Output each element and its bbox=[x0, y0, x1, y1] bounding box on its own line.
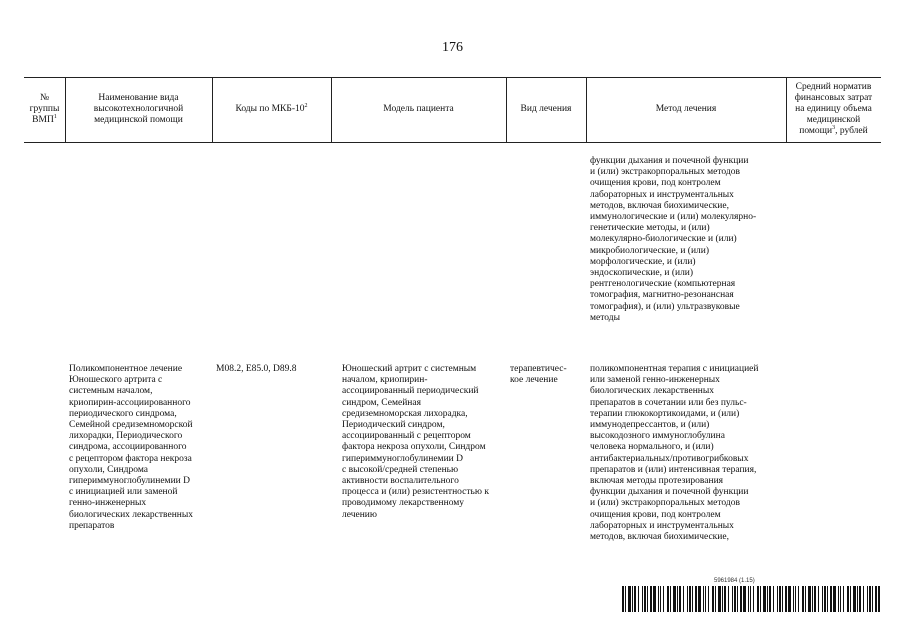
row-treatment-method: поликомпонентная терапия с инициацией или заменой генно-инженерных биологических лекарственных препаратов в сочетании или без пульс- терапии глюкокортикоидами, и (или) иммунодепрессантов, и (или) высокодозного иммуноглобулина человека нормального, и (или) антибактериальных/противогрибковых препаратов и (или) интенсивная терапия, включая методы протезирования функции дыхания и почечной функции и (или) экстракорпоральных методов очищения крови, под контролем лабораторных и инструментальных методов, включая биохимические, bbox=[590, 364, 759, 543]
barcode-bar bbox=[782, 586, 783, 612]
barcode-bar bbox=[667, 586, 669, 612]
barcode-bar bbox=[785, 586, 787, 612]
barcode-bar bbox=[875, 586, 877, 612]
barcode-bar bbox=[644, 586, 646, 612]
barcode-bar bbox=[695, 586, 697, 612]
barcode-bar bbox=[869, 586, 871, 612]
barcode-bar bbox=[750, 586, 751, 612]
barcode-bar bbox=[795, 586, 796, 612]
barcode-bar bbox=[788, 586, 791, 612]
barcode-bar bbox=[769, 586, 771, 612]
barcode-bar bbox=[698, 586, 701, 612]
barcode-bar bbox=[847, 586, 849, 612]
barcode-bar bbox=[634, 586, 636, 612]
barcode-bar bbox=[824, 586, 826, 612]
barcode-bar bbox=[763, 586, 766, 612]
barcode-bar bbox=[638, 586, 639, 612]
header-patient-model: Модель пациента bbox=[383, 104, 454, 114]
barcode-bar bbox=[670, 586, 671, 612]
page-number: 176 bbox=[442, 40, 463, 55]
barcode-bar bbox=[808, 586, 811, 612]
barcode-bar bbox=[622, 586, 624, 612]
barcode-bar bbox=[798, 586, 799, 612]
barcode bbox=[622, 586, 880, 612]
barcode-bar bbox=[692, 586, 693, 612]
barcode-bar bbox=[812, 586, 813, 612]
barcode-bar bbox=[872, 586, 873, 612]
header-treatment-method: Метод лечения bbox=[655, 104, 717, 114]
barcode-bar bbox=[653, 586, 656, 612]
row-treatment-type: терапевтичес- кое лечение bbox=[510, 364, 567, 386]
barcode-bar bbox=[859, 586, 861, 612]
barcode-bar bbox=[867, 586, 868, 612]
barcode-bar bbox=[840, 586, 841, 612]
barcode-bar bbox=[658, 586, 659, 612]
barcode-bar bbox=[779, 586, 781, 612]
barcode-bar bbox=[767, 586, 768, 612]
barcode-bar bbox=[724, 586, 726, 612]
barcode-bar bbox=[805, 586, 806, 612]
barcode-bar bbox=[838, 586, 839, 612]
barcode-bar bbox=[853, 586, 856, 612]
barcode-bar bbox=[677, 586, 678, 612]
barcode-bar bbox=[760, 586, 761, 612]
barcode-bar bbox=[650, 586, 652, 612]
barcode-bar bbox=[628, 586, 631, 612]
barcode-bar bbox=[802, 586, 804, 612]
barcode-bar bbox=[822, 586, 823, 612]
barcode-bar bbox=[663, 586, 664, 612]
table-header-bottom-rule bbox=[24, 142, 881, 143]
barcode-bar bbox=[878, 586, 880, 612]
row-care-type: Поликомпонентное лечение Юношеского артрита с системным началом, криопирин-ассоциированного периодического синдрома, Семейной средиземноморской лихорадки, Периодического синдрома, ассоциированного с рецептором фактора некроза опухоли, Синдрома гипериммуноглобулинемии D с инициацией или заменой генно-инженерных биологических лекарственных препаратов bbox=[69, 364, 193, 531]
barcode-bar bbox=[625, 586, 626, 612]
barcode-bar bbox=[748, 586, 749, 612]
barcode-bar bbox=[732, 586, 733, 612]
barcode-bar bbox=[673, 586, 676, 612]
barcode-bar bbox=[683, 586, 684, 612]
barcode-bar bbox=[743, 586, 746, 612]
barcode-bar bbox=[843, 586, 844, 612]
barcode-bar bbox=[679, 586, 681, 612]
barcode-bar bbox=[718, 586, 721, 612]
barcode-bar bbox=[689, 586, 691, 612]
barcode-bar bbox=[632, 586, 633, 612]
barcode-bar bbox=[703, 586, 704, 612]
barcode-bar bbox=[773, 586, 774, 612]
header-icd-codes: Коды по МКБ-$10^2$ bbox=[235, 102, 308, 114]
barcode-bar bbox=[830, 586, 832, 612]
barcode-bar bbox=[814, 586, 816, 612]
continuation-method-text: функции дыхания и почечной функции и (или) экстракорпоральных методов очищения крови, под контролем лабораторных и инструментальных методов, включая биохимические, иммунологические и (или) молекулярно- генетические методы, и (или) молекулярно-биологические и (или) микробиологические, и (или) морфологические, и (или) эндоскопические, и (или) рентгенологические (компьютерная томография, магнитно-резонансная томография), и (или) ультразвуковые методы bbox=[590, 156, 757, 323]
barcode-bar bbox=[818, 586, 819, 612]
barcode-label: 5961984 (1.15) bbox=[714, 578, 755, 584]
header-treatment-type: Вид лечения bbox=[520, 104, 572, 114]
barcode-bar bbox=[722, 586, 723, 612]
barcode-bar bbox=[642, 586, 643, 612]
barcode-bar bbox=[833, 586, 836, 612]
barcode-bar bbox=[857, 586, 858, 612]
row-icd-codes: M08.2, E85.0, D89.8 bbox=[216, 364, 297, 374]
row-patient-model: Юношеский артрит с системным началом, криопирин- ассоциированный периодический синдром, Семейная средиземноморская лихорадка, Периодический синдром, ассоциированный с рецептором фактора некроза опухоли, Синдром гипериммуноглобулинемии D с высокой/средней степенью активности воспалительного процесса и (или) резистентностью к проводимому лекарственному лечению bbox=[342, 364, 489, 520]
barcode-bar bbox=[687, 586, 688, 612]
barcode-bar bbox=[705, 586, 706, 612]
barcode-bar bbox=[850, 586, 851, 612]
barcode-bar bbox=[757, 586, 759, 612]
barcode-bar bbox=[712, 586, 714, 612]
barcode-bar bbox=[753, 586, 754, 612]
barcode-bar bbox=[827, 586, 828, 612]
barcode-bar bbox=[660, 586, 661, 612]
barcode-bar bbox=[863, 586, 864, 612]
header-care-type: Наименование вида высокотехнологичной медицинской помощи bbox=[93, 93, 184, 125]
header-average-cost: Средний норматив финансовых затрат на единицу объема медицинской помощи$^3$, рублей bbox=[794, 82, 873, 136]
barcode-bar bbox=[728, 586, 729, 612]
barcode-bar bbox=[740, 586, 742, 612]
barcode-bar bbox=[793, 586, 794, 612]
header-group-number: № группы ВМП$^1$ bbox=[29, 93, 60, 125]
barcode-bar bbox=[708, 586, 709, 612]
barcode-bar bbox=[734, 586, 736, 612]
barcode-bar bbox=[647, 586, 648, 612]
barcode-bar bbox=[715, 586, 716, 612]
barcode-bar bbox=[737, 586, 738, 612]
barcode-bar bbox=[777, 586, 778, 612]
